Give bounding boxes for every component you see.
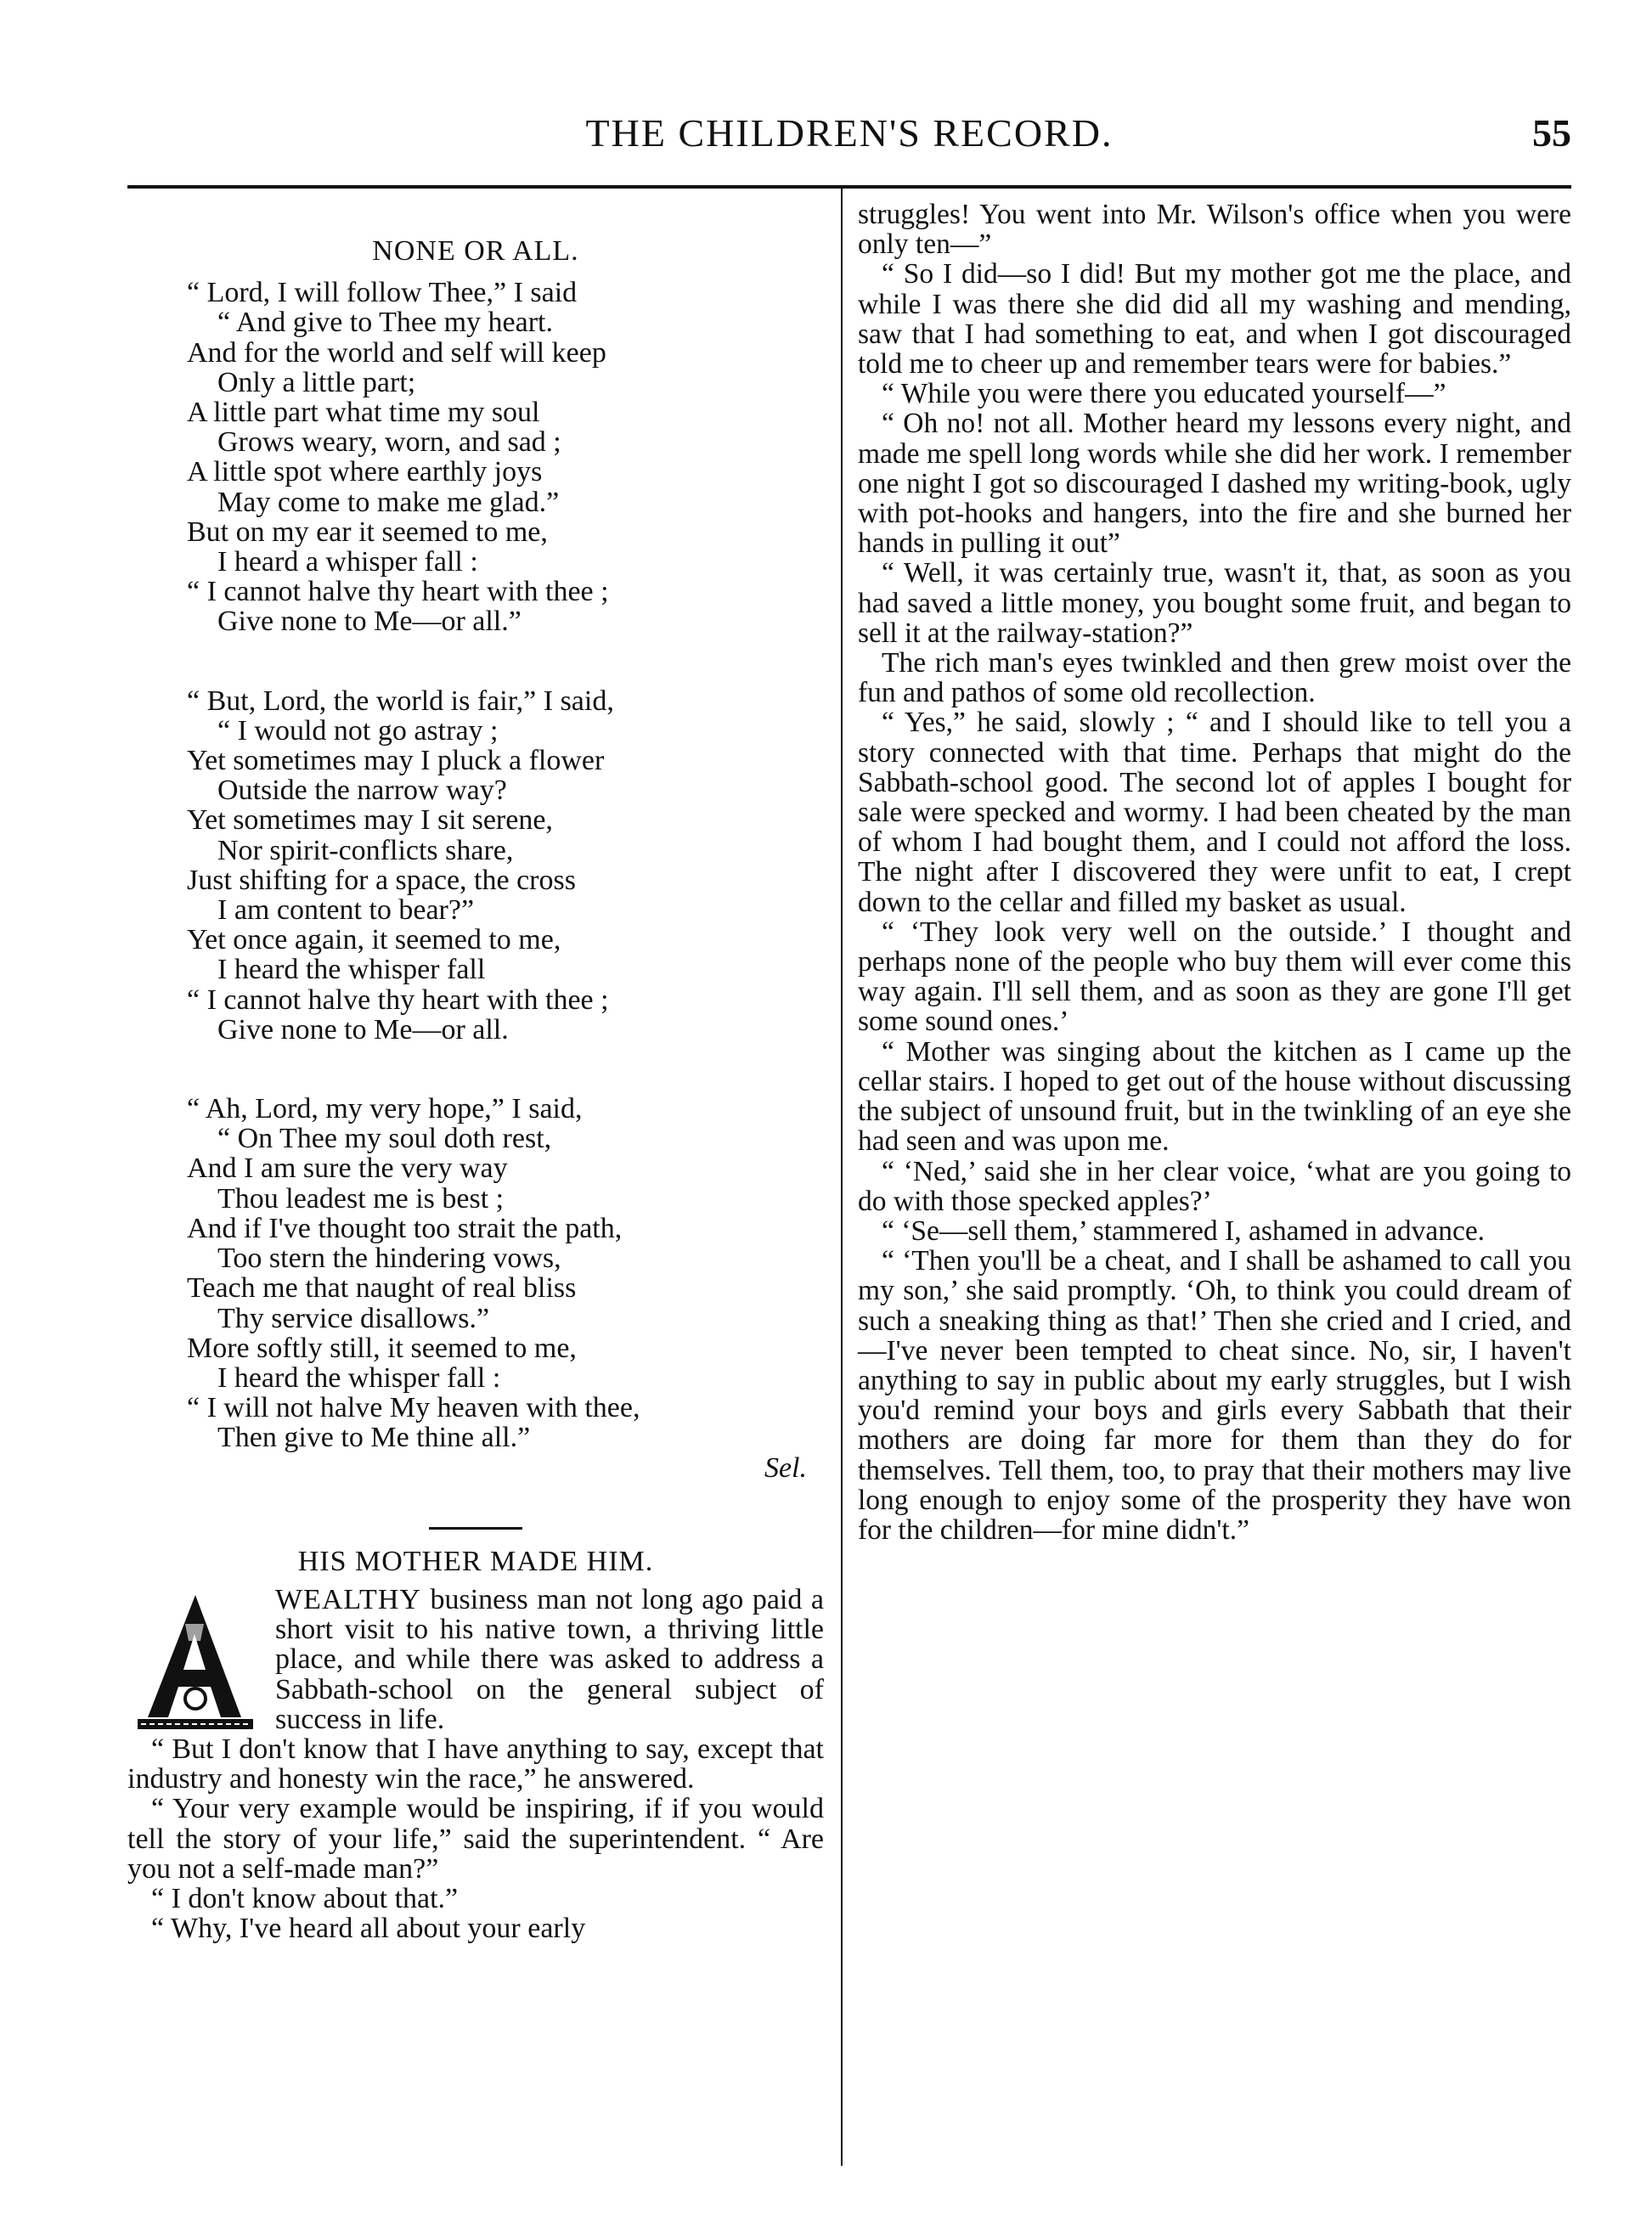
poem-line: “ On Thee my soul doth rest, — [217, 1123, 552, 1155]
page-number: 55 — [1532, 111, 1571, 155]
story-paragraph: “ Oh no! not all. Mother heard my lessons every night, and made me spell long words while she did her work. I remember one night I got so discouraged I dashed my writing-book, ugly with pot-hooks and hangers, into the fire and she burned her hands in pulling it out” — [858, 408, 1571, 560]
dropcap-ornament — [127, 1590, 263, 1733]
poem-line: I heard a whisper fall : — [217, 546, 478, 578]
poem-stanza — [187, 1094, 824, 1452]
poem-line: Give none to Me—or all.” — [217, 606, 522, 638]
story-paragraph: “ But I don't know that I have anything to say, except that industry and honesty win the race,” he answered. — [127, 1733, 824, 1795]
story-paragraph: “ Mother was singing about the kitchen as I came up the cellar stairs. I hoped to get out of the house without discussing the subject of unsound fruit, but in the twinkling of an eye she had seen and was upon me. — [858, 1035, 1571, 1158]
story-paragraph: The rich man's eyes twinkled and then grew moist over the fun and pathos of some old recollection. — [858, 647, 1571, 709]
poem-line: “ I cannot halve thy heart with thee ; — [187, 576, 609, 608]
story-paragraph: “ Yes,” he said, slowly ; “ and I should like to tell you a story connected with that time. Perhaps that might do the Sabbath-school good. The second lot of apples I bought for sale were specked and wormy. I had been cheated by the man of whom I had bought them, and I could not afford the loss. The night after I discovered they were unfit to eat, I crept down to the cellar and filled my basket as usual. — [858, 707, 1571, 918]
poem-line: “ I cannot halve thy heart with thee ; — [187, 984, 609, 1016]
poem-line: Grows weary, worn, and sad ; — [217, 426, 561, 459]
poem-line: A little spot where earthly joys — [187, 456, 543, 488]
poem-line: A little part what time my soul — [187, 397, 540, 429]
section-divider — [429, 1527, 522, 1530]
story-paragraph: “ ‘Se—sell them,’ stammered I, ashamed in advance. — [882, 1215, 1486, 1247]
poem-line: More softly still, it seemed to me, — [187, 1332, 577, 1364]
story-paragraph: “ ‘Ned,’ said she in her clear voice, ‘what are you going to do with those specked apples?’ — [858, 1155, 1571, 1217]
right-column — [858, 200, 1571, 1545]
story-paragraph: “ So I did—so I did! But my mother got me the place, and while I was there she did did all my washing and mending, saw that I had something to eat, and when I got discouraged told me to cheer up and remember tears were for babies.” — [858, 258, 1571, 380]
poem-body — [127, 278, 824, 1452]
story-paragraph: “ Why, I've heard all about your early — [151, 1913, 586, 1945]
poem-line: Teach me that naught of real bliss — [187, 1272, 577, 1305]
poem-line: “ But, Lord, the world is fair,” I said, — [187, 685, 614, 717]
poem-line: Yet once again, it seemed to me, — [187, 924, 561, 956]
poem-line: “ Ah, Lord, my very hope,” I said, — [187, 1093, 583, 1125]
poem-attribution: Sel. — [764, 1451, 807, 1484]
poem-line: “ And give to Thee my heart. — [217, 307, 553, 339]
poem-line: And for the world and self will keep — [187, 336, 606, 369]
poem-line: Just shifting for a space, the cross — [187, 864, 576, 896]
poem-line: Give none to Me—or all. — [217, 1013, 509, 1046]
opening-text: business man not long ago paid a short visit to his native town, a thriving little place, and while there was asked to address a Sabbath-school on the general subject of success in life. — [275, 1583, 824, 1735]
poem-line: “ Lord, I will follow Thee,” I said — [187, 277, 578, 309]
poem-line: And I am sure the very way — [187, 1153, 508, 1185]
poem-line: “ I would not go astray ; — [217, 714, 499, 747]
story-paragraph: struggles! You went into Mr. Wilson's office when you were only ten—” — [858, 199, 1571, 261]
poem-line: Too stern the hindering vows, — [217, 1243, 561, 1275]
lead-word: WEALTHY — [275, 1583, 421, 1615]
story-paragraph: “ I don't know about that.” — [151, 1882, 459, 1914]
running-title: THE CHILDREN'S RECORD. — [585, 111, 1114, 155]
poem-stanza — [187, 278, 824, 636]
poem-line: Thy service disallows.” — [217, 1302, 490, 1334]
story-paragraph: “ Well, it was certainly true, wasn't it, that, as soon as you had saved a little money, you bought some fruit, and began to sell it at the railway-station?” — [858, 557, 1571, 649]
header-rule — [127, 185, 1571, 189]
story-paragraph: “ While you were there you educated yourself—” — [882, 378, 1446, 410]
poem-line: And if I've thought too strait the path, — [187, 1212, 623, 1244]
story-paragraph: “ Your very example would be inspiring, if if you would tell the story of your life,” said the superintendent. “ Are you not a self-made man?” — [127, 1793, 824, 1885]
story-paragraph: “ ‘They look very well on the outside.’ I thought and perhaps none of the people who buy them will ever come this way again. I'll sell them, and as soon as they are gone I'll get some sound ones.’ — [858, 916, 1571, 1038]
ornamental-letter-a-icon — [132, 1590, 258, 1733]
poem-line: Nor spirit-conflicts share, — [217, 834, 514, 866]
poem-line: But on my ear it seemed to me, — [187, 516, 548, 548]
page-header — [127, 110, 1571, 170]
poem-title: NONE OR ALL. — [372, 235, 579, 267]
story-opening-paragraph — [127, 1585, 824, 1734]
poem-line: Then give to Me thine all.” — [217, 1422, 531, 1454]
left-column — [127, 204, 824, 1943]
poem-line: May come to make me glad.” — [217, 486, 560, 518]
poem-line: I heard the whisper fall : — [217, 1361, 501, 1394]
poem-line: Yet sometimes may I sit serene, — [187, 804, 553, 837]
column-rule — [841, 187, 843, 2166]
story-paragraph: “ ‘Then you'll be a cheat, and I shall be ashamed to call you my son,’ she said promptly. ‘Oh, to think you could dream of such a sneaking thing as that!’ Then she cried and I cried, and—I've never been tempted to cheat since. No, sir, I haven't anything to say in public about my early struggles, but I wish you'd remind your boys and girls every Sabbath that their mothers are doing far more for them than they do for themselves. Tell them, too, to pray that their mothers may live long enough to enjoy some of the prosperity they have won for the children—for mine didn't.” — [858, 1245, 1571, 1546]
poem-line: I heard the whisper fall — [217, 954, 486, 986]
poem-line: Outside the narrow way? — [217, 775, 507, 807]
poem-line: “ I will not halve My heaven with thee, — [187, 1392, 640, 1424]
poem-stanza — [187, 686, 824, 1045]
poem-line: Yet sometimes may I pluck a flower — [187, 745, 605, 777]
poem-line: I am content to bear?” — [217, 894, 475, 927]
poem-line: Only a little part; — [217, 366, 416, 398]
story-title: HIS MOTHER MADE HIM. — [297, 1545, 654, 1577]
poem-line: Thou leadest me is best ; — [217, 1182, 505, 1215]
